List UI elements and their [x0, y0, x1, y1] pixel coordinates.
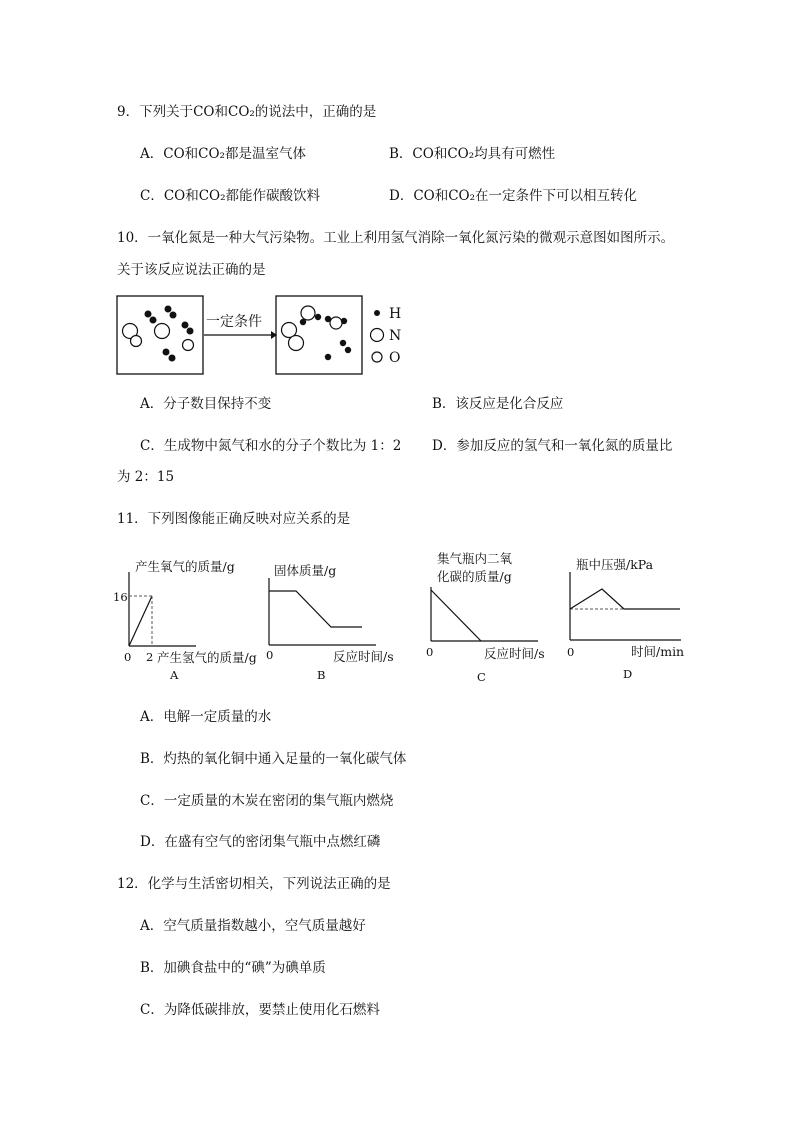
q10-stem-line2: 关于该反应说法正确的是 [117, 262, 266, 278]
graph-d-xlabel: 时间/min [631, 644, 685, 659]
graph-a-origin: 0 [124, 650, 132, 664]
graph-a [113, 559, 257, 682]
graph-d-line [570, 589, 680, 609]
graph-d [567, 557, 684, 681]
q11-option-d: D．在盛有空气的密闭集气瓶中点燃红磷 [140, 834, 381, 850]
graph-b-xlabel: 反应时间/s [333, 649, 394, 664]
graph-c-ylabel-line2: 化碳的质量/g [437, 569, 512, 584]
q9-option-a: A．CO和CO₂都是温室气体 [140, 146, 306, 162]
q11-option-a: A．电解一定质量的水 [140, 709, 272, 725]
arrow-label: 一定条件 [206, 314, 262, 330]
graph-a-xtick: 2 [146, 650, 154, 664]
graph-c-origin: 0 [426, 645, 434, 659]
q11-stem: 11．下列图像能正确反映对应关系的是 [117, 511, 351, 527]
q10-option-d-cont: 为 2：15 [117, 469, 175, 485]
graph-b-line [269, 591, 362, 627]
graph-d-letter: D [623, 667, 633, 681]
graph-a-letter: A [170, 668, 179, 682]
legend-n-label: N [389, 328, 402, 344]
graph-c [426, 551, 545, 684]
q10-option-c: C．生成物中氮气和水的分子个数比为 1：2 [140, 438, 402, 454]
q9-stem: 9．下列关于CO和CO₂的说法中，正确的是 [117, 104, 377, 120]
graph-a-ylabel: 产生氧气的质量/g [135, 559, 235, 574]
graph-c-letter: C [477, 670, 486, 684]
q10-option-d: D．参加反应的氢气和一氧化氮的质量比 [432, 438, 673, 454]
graph-a-ytick: 16 [113, 590, 128, 604]
graph-b [266, 563, 394, 682]
graph-b-letter: B [317, 668, 326, 682]
graph-b-origin: 0 [266, 648, 274, 662]
q12-stem: 12．化学与生活密切相关，下列说法正确的是 [117, 876, 391, 892]
q9-option-b: B．CO和CO₂均具有可燃性 [389, 146, 556, 162]
q9-option-d: D．CO和CO₂在一定条件下可以相互转化 [389, 188, 638, 204]
legend-h-label: H [389, 306, 402, 322]
q10-option-b: B．该反应是化合反应 [432, 396, 564, 412]
graph-a-line [129, 596, 152, 646]
graph-d-origin: 0 [567, 645, 575, 659]
graph-c-line [431, 590, 481, 641]
graph-c-xlabel: 反应时间/s [484, 646, 545, 661]
q10-stem-line1: 10．一氧化氮是一种大气污染物。工业上利用氢气消除一氧化氮污染的微观示意图如图所示。 [117, 230, 675, 246]
q10-option-a: A．分子数目保持不变 [140, 396, 272, 412]
graph-d-ylabel: 瓶中压强/kPa [576, 557, 654, 572]
q11-option-c: C．一定质量的木炭在密闭的集气瓶内燃烧 [140, 793, 394, 809]
q12-option-a: A．空气质量指数越小，空气质量越好 [140, 918, 366, 934]
graph-a-xlabel: 产生氢气的质量/g [157, 650, 257, 665]
graph-c-ylabel-line1: 集气瓶内二氧 [437, 551, 513, 566]
q12-option-c: C．为降低碳排放，要禁止使用化石燃料 [140, 1002, 380, 1018]
q9-option-c: C．CO和CO₂都能作碳酸饮料 [140, 188, 321, 204]
graph-b-ylabel: 固体质量/g [274, 563, 337, 578]
q11-option-b: B．灼热的氧化铜中通入足量的一氧化碳气体 [140, 751, 407, 767]
q12-option-b: B．加碘食盐中的“碘”为碘单质 [140, 960, 326, 976]
legend-o-label: O [389, 350, 401, 366]
